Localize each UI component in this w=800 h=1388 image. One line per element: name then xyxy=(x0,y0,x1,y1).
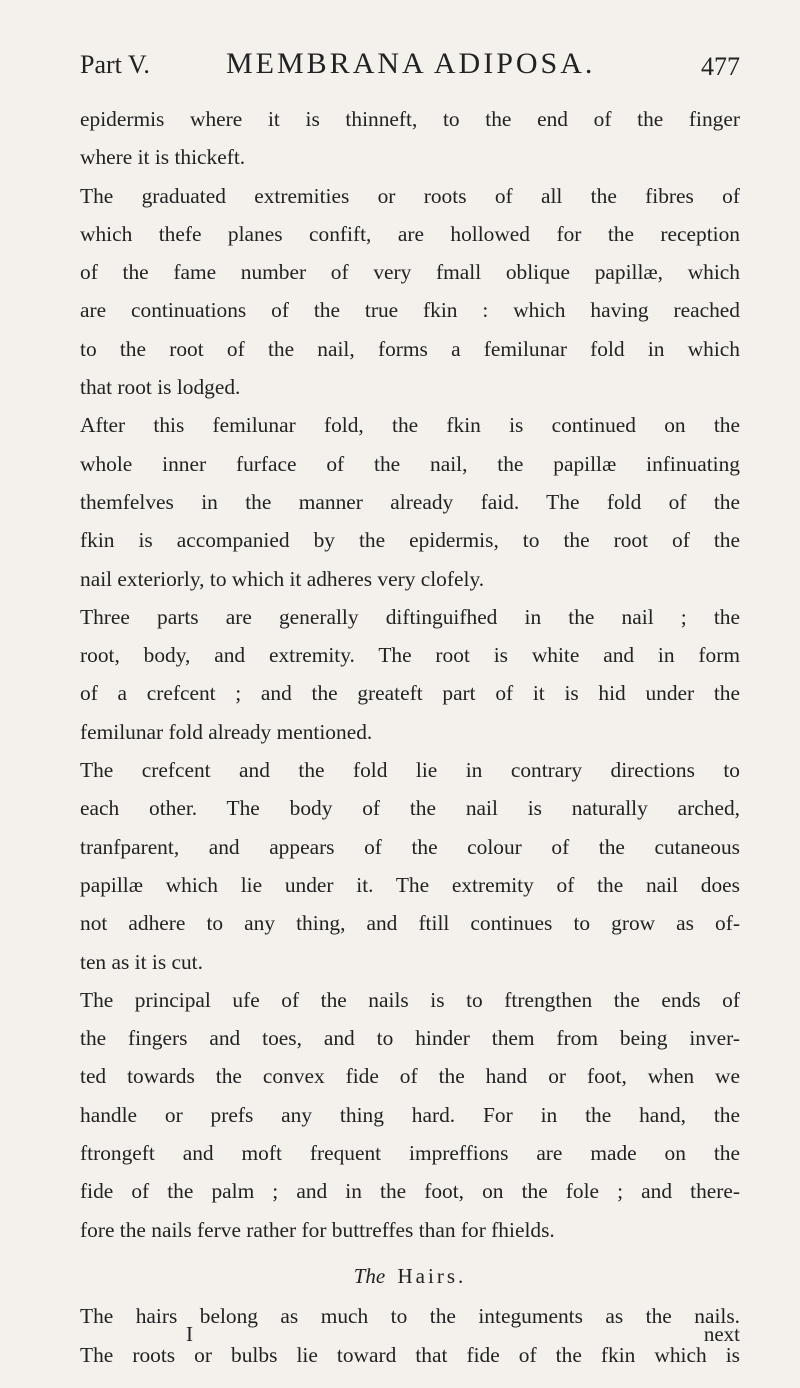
text-line: Three parts are generally diftinguifhed in the nail ; the xyxy=(80,604,740,629)
text-line: papillæ which lie under it. The extremity of the nail does xyxy=(80,872,740,897)
text-line: fide of the palm ; and in the foot, on the fole ; and there- xyxy=(80,1179,740,1204)
text-line: After this femilunar fold, the fkin is continued on the xyxy=(80,413,740,438)
text-line: that root is lodged. xyxy=(80,375,241,400)
text-line: themfelves in the manner already faid. The fold of the xyxy=(80,489,740,514)
text-line: femilunar fold already mentioned. xyxy=(80,719,373,744)
paragraphs-nails xyxy=(80,100,740,1249)
page-number: 477 xyxy=(701,52,740,81)
text-line: fkin is accompanied by the epidermis, to the root of the xyxy=(80,528,740,553)
section-heading-article: The xyxy=(353,1263,386,1288)
text-line: where it is thickeft. xyxy=(80,145,246,170)
signature-mark: I xyxy=(186,1322,193,1346)
text-line: not adhere to any thing, and ftill continues to grow as of- xyxy=(80,911,740,936)
text-line: the fingers and toes, and to hinder them from being inver- xyxy=(80,1026,740,1051)
page-footer xyxy=(80,1322,740,1362)
text-line: epidermis where it is thinneft, to the end of the finger xyxy=(80,107,740,131)
text-line: which thefe planes confift, are hollowed for the reception xyxy=(80,221,740,246)
text-line: whole inner furface of the nail, the papillæ infinuating xyxy=(80,451,740,476)
text-line: The roots or bulbs lie toward that fide of the fkin which is xyxy=(80,1342,740,1367)
text-line: of the fame number of very fmall oblique papillæ, which xyxy=(80,260,740,285)
text-line: of a crefcent ; and the greateft part of it is hid under the xyxy=(80,681,740,706)
body-text xyxy=(80,100,740,1374)
text-line: root, body, and extremity. The root is white and in form xyxy=(80,643,740,668)
text-line: The principal ufe of the nails is to ftrengthen the ends of xyxy=(80,987,740,1012)
text-line: The graduated extremities or roots of all the fibres of xyxy=(80,183,740,208)
catchword: next xyxy=(703,1322,740,1346)
section-heading-title: Hairs. xyxy=(397,1263,467,1288)
text-line: ftrongeft and moft frequent impreffions are made on the xyxy=(80,1141,740,1166)
text-line: ted towards the convex fide of the hand or foot, when we xyxy=(80,1064,740,1089)
running-head xyxy=(80,42,740,92)
text-line: nail exteriorly, to which it adheres very clofely. xyxy=(80,566,485,591)
text-line: to the root of the nail, forms a femilunar fold in which xyxy=(80,336,740,361)
chapter-title: MEMBRANA ADIPOSA. xyxy=(226,47,596,80)
text-line: The hairs belong as much to the integuments as the nails. xyxy=(80,1304,740,1329)
text-line: fore the nails ferve rather for buttreffes than for fhields. xyxy=(80,1217,555,1242)
text-line: The crefcent and the fold lie in contrary directions to xyxy=(80,758,740,783)
section-heading-hairs xyxy=(80,1257,740,1295)
text-line: are continuations of the true fkin : which having reached xyxy=(80,298,740,323)
text-line: tranfparent, and appears of the colour of the cutaneous xyxy=(80,834,740,859)
text-line: ten as it is cut. xyxy=(80,949,203,974)
text-line: handle or prefs any thing hard. For in the hand, the xyxy=(80,1102,740,1127)
text-line: each other. The body of the nail is naturally arched, xyxy=(80,796,740,821)
part-label: Part V. xyxy=(80,50,150,79)
